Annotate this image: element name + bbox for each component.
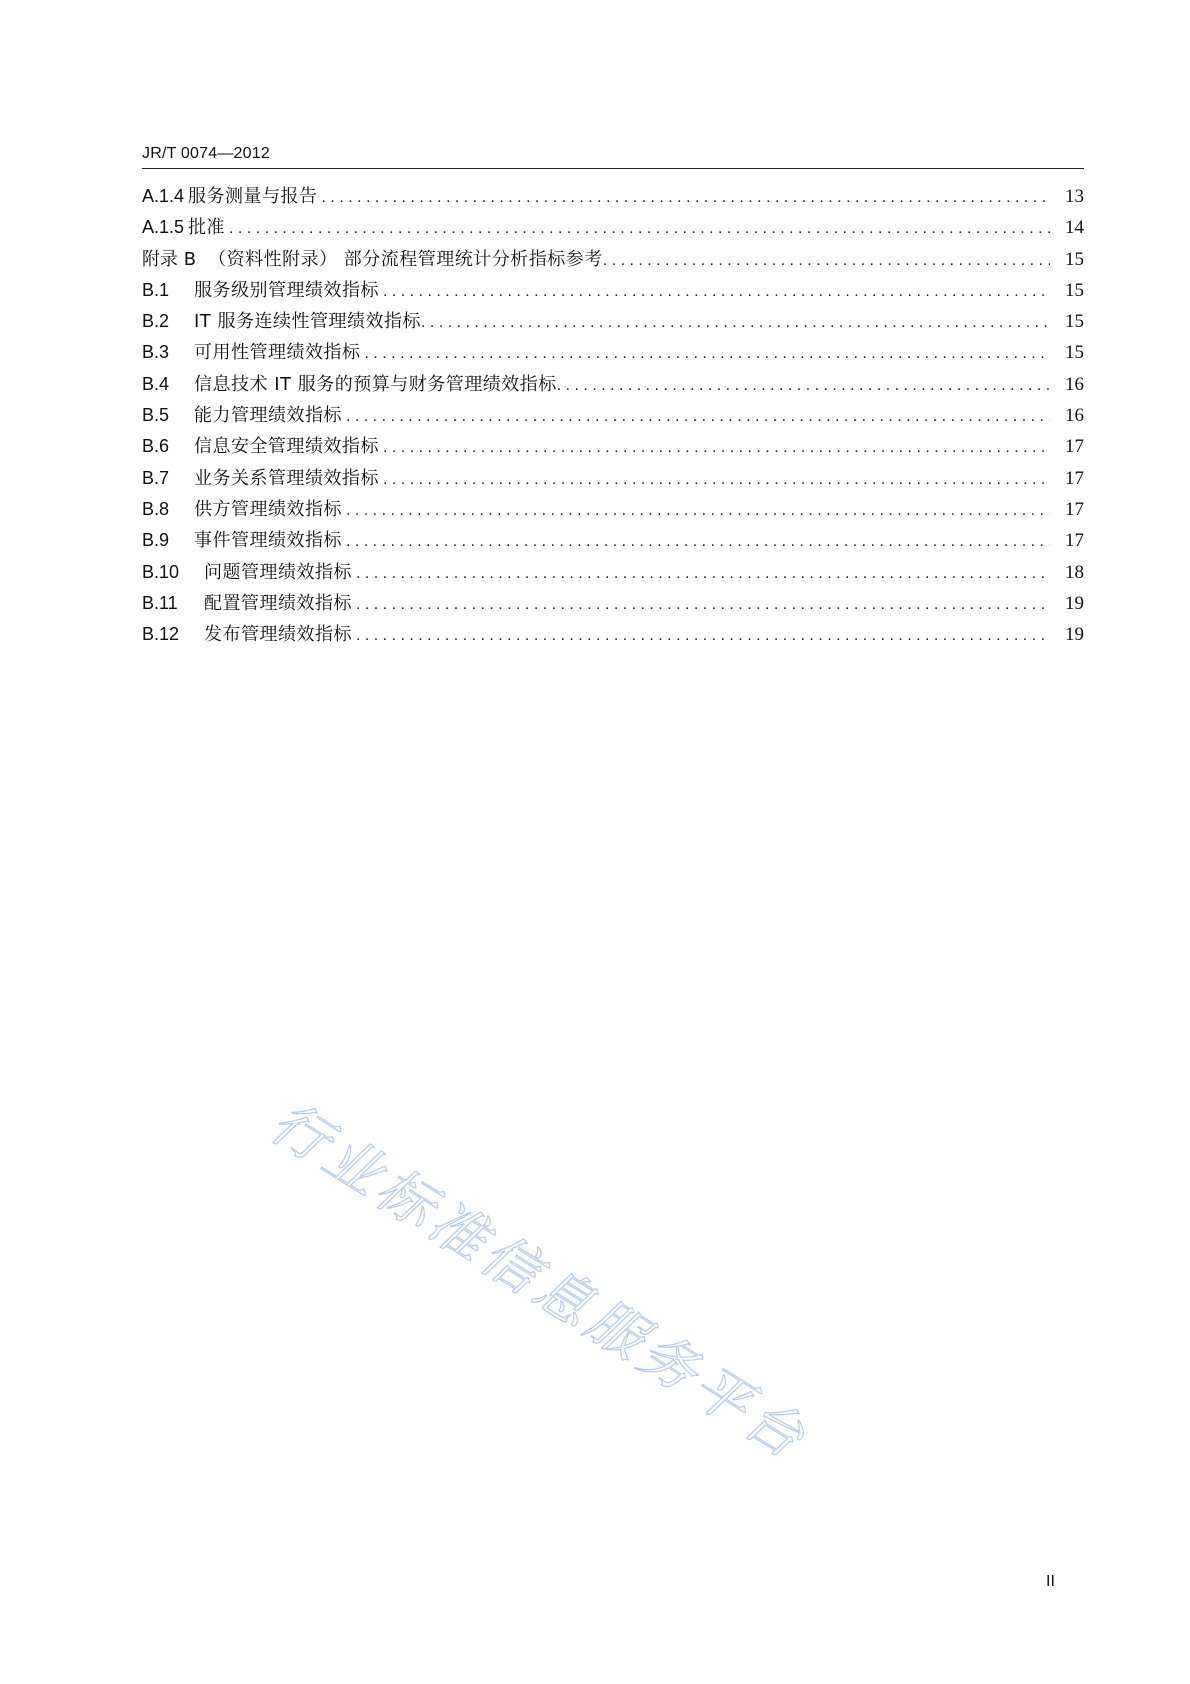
toc-entry-number: B.7	[142, 467, 170, 488]
toc-leader-dots	[346, 401, 1050, 432]
toc-entry-number: B.8	[142, 498, 170, 519]
toc-entry[interactable]	[142, 588, 1084, 619]
toc-entry[interactable]	[142, 400, 1084, 431]
toc-entry[interactable]	[142, 557, 1084, 588]
toc-entry-number: B.11	[142, 592, 178, 613]
toc-entry-page: 15	[1065, 248, 1084, 270]
toc-entry[interactable]	[142, 463, 1084, 494]
toc-entry[interactable]	[142, 306, 1084, 337]
toc-entry-number: B.6	[142, 436, 170, 457]
toc-entry-page: 15	[1065, 311, 1084, 333]
toc-leader-dots	[365, 338, 1051, 369]
toc-entry-page: 17	[1065, 436, 1084, 458]
toc-leader-dots	[356, 589, 1050, 620]
toc-leader-dots	[557, 370, 1050, 401]
toc-leader-dots	[346, 495, 1050, 526]
toc-entry[interactable]	[142, 619, 1084, 650]
toc-entry-title: 事件管理绩效指标	[194, 530, 342, 552]
page-number: II	[1046, 1573, 1055, 1590]
toc-leader-dots	[346, 526, 1050, 557]
table-of-contents	[142, 181, 1084, 650]
toc-leader-dots	[383, 464, 1050, 495]
toc-entry-page: 15	[1065, 279, 1084, 301]
toc-entry-page: 19	[1065, 592, 1084, 614]
page-header	[142, 142, 1084, 169]
toc-leader-dots	[229, 213, 1050, 244]
toc-entry-title: （资料性附录） 部分流程管理统计分析指标参考	[208, 248, 603, 270]
toc-entry[interactable]	[142, 181, 1084, 212]
toc-leader-dots	[356, 620, 1050, 651]
toc-entry[interactable]	[142, 337, 1084, 368]
toc-entry-number: B.10	[142, 561, 180, 582]
toc-leader-dots	[383, 432, 1050, 463]
toc-entry-page: 16	[1065, 405, 1084, 427]
toc-entry-page: 17	[1065, 467, 1084, 489]
toc-entry-title: 供方管理绩效指标	[194, 498, 342, 520]
toc-entry-number: B.2	[142, 311, 170, 332]
toc-entry-number: B.3	[142, 342, 170, 363]
toc-leader-dots	[603, 245, 1050, 276]
toc-entry-title: 批准	[188, 217, 226, 239]
toc-entry[interactable]	[142, 525, 1084, 556]
toc-entry-number: B.9	[142, 530, 170, 551]
toc-leader-dots	[322, 182, 1050, 213]
toc-entry-page: 18	[1065, 561, 1084, 583]
toc-entry-page: 15	[1065, 342, 1084, 364]
watermark-text: 行业标准信息服务平台	[259, 1090, 820, 1474]
toc-entry-number: A.1.5	[142, 217, 185, 238]
toc-entry-number: 附录 B	[142, 248, 197, 270]
toc-entry-title: 服务测量与报告	[188, 186, 318, 207]
toc-entry[interactable]	[142, 494, 1084, 525]
toc-entry-page: 16	[1065, 373, 1084, 395]
toc-entry-title: 能力管理绩效指标	[194, 405, 342, 427]
toc-entry-page: 19	[1065, 624, 1084, 646]
toc-entry-title: IT 服务连续性管理绩效指标	[194, 311, 422, 333]
toc-entry[interactable]	[142, 275, 1084, 306]
toc-entry-title: 配置管理绩效指标	[204, 592, 352, 614]
toc-entry[interactable]	[142, 369, 1084, 400]
toc-entry-number: B.1	[142, 279, 170, 300]
toc-entry-title: 业务关系管理绩效指标	[194, 467, 379, 489]
toc-leader-dots	[421, 307, 1050, 338]
toc-entry[interactable]	[142, 212, 1084, 243]
toc-entry-page: 14	[1065, 217, 1084, 239]
toc-entry-title: 发布管理绩效指标	[204, 624, 352, 646]
toc-entry-number: B.12	[142, 624, 180, 645]
toc-entry[interactable]	[142, 244, 1084, 275]
toc-entry-page: 17	[1065, 530, 1084, 552]
toc-entry-title: 问题管理绩效指标	[204, 561, 352, 583]
toc-entry-title: 信息技术 IT 服务的预算与财务管理绩效指标	[194, 373, 557, 395]
toc-leader-dots	[383, 276, 1050, 307]
toc-leader-dots	[356, 558, 1050, 589]
document-code: JR/T 0074—2012	[142, 145, 270, 162]
toc-entry-title: 服务级别管理绩效指标	[194, 279, 379, 301]
toc-entry-number: A.1.4	[142, 186, 185, 206]
toc-entry-number: B.4	[142, 373, 170, 394]
toc-entry[interactable]	[142, 431, 1084, 462]
toc-entry-title: 信息安全管理绩效指标	[194, 436, 379, 458]
toc-entry-page: 13	[1065, 186, 1084, 207]
toc-entry-page: 17	[1065, 498, 1084, 520]
toc-entry-number: B.5	[142, 405, 170, 426]
toc-entry-title: 可用性管理绩效指标	[194, 342, 361, 364]
